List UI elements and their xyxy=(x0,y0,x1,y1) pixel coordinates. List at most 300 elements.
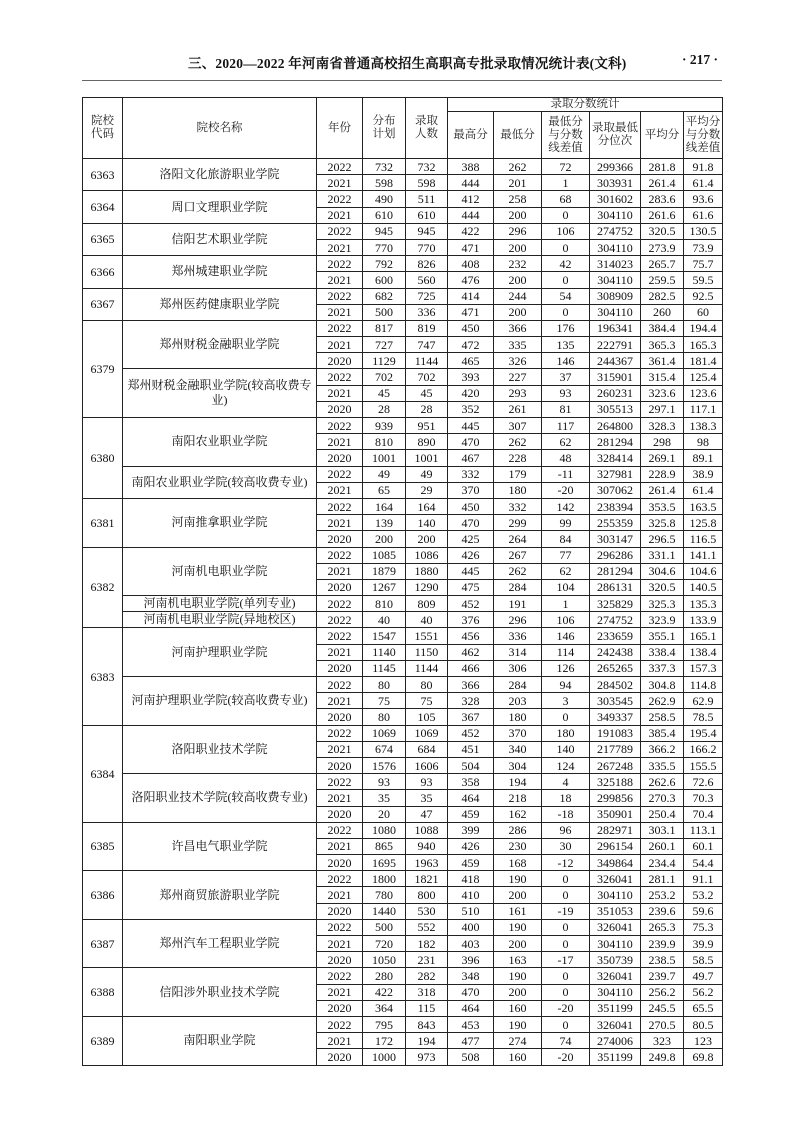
max-score-cell: 451 xyxy=(448,741,494,757)
max-score-cell: 452 xyxy=(448,596,494,612)
avg-diff-cell: 133.9 xyxy=(684,612,723,628)
admitted-cell: 1086 xyxy=(406,547,448,563)
avg-score-cell: 384.4 xyxy=(641,320,684,336)
avg-diff-cell: 75.3 xyxy=(684,919,723,935)
min-score-cell: 228 xyxy=(494,450,542,466)
year-cell: 2022 xyxy=(317,369,363,385)
max-score-cell: 332 xyxy=(448,466,494,482)
min-score-cell: 296 xyxy=(494,223,542,239)
institution-name: 郑州商贸旅游职业学院 xyxy=(123,871,317,920)
year-cell: 2021 xyxy=(317,887,363,903)
avg-diff-cell: 72.6 xyxy=(684,774,723,790)
min-diff-cell: 37 xyxy=(542,369,590,385)
min-diff-cell: 0 xyxy=(542,272,590,288)
min-rank-cell: 282971 xyxy=(590,822,641,838)
min-diff-cell: 0 xyxy=(542,887,590,903)
min-score-cell: 200 xyxy=(494,272,542,288)
plan-cell: 610 xyxy=(363,207,406,223)
min-diff-cell: 93 xyxy=(542,385,590,401)
min-score-cell: 179 xyxy=(494,466,542,482)
avg-score-cell: 259.5 xyxy=(641,272,684,288)
min-rank-cell: 265265 xyxy=(590,660,641,676)
year-cell: 2021 xyxy=(317,515,363,531)
avg-score-cell: 365.3 xyxy=(641,337,684,353)
avg-diff-cell: 59.6 xyxy=(684,903,723,919)
avg-score-cell: 304.6 xyxy=(641,563,684,579)
col-header-year: 年份 xyxy=(317,98,363,159)
plan-cell: 172 xyxy=(363,1033,406,1049)
col-header-min-diff-label: 最低分与分数线差值 xyxy=(548,115,583,154)
year-cell: 2021 xyxy=(317,304,363,320)
min-diff-cell: -19 xyxy=(542,903,590,919)
avg-diff-cell: 70.4 xyxy=(684,806,723,822)
institution-name: 信阳涉外职业技术学院 xyxy=(123,968,317,1017)
min-score-cell: 200 xyxy=(494,984,542,1000)
col-header-code-label: 院校代码 xyxy=(90,115,114,140)
plan-cell: 865 xyxy=(363,838,406,854)
year-cell: 2021 xyxy=(317,385,363,401)
max-score-cell: 412 xyxy=(448,191,494,207)
avg-score-cell: 238.5 xyxy=(641,952,684,968)
col-header-admitted xyxy=(406,98,448,159)
plan-cell: 1547 xyxy=(363,628,406,644)
min-score-cell: 163 xyxy=(494,952,542,968)
col-header-max: 最高分 xyxy=(448,112,494,159)
min-rank-cell: 328414 xyxy=(590,450,641,466)
min-score-cell: 200 xyxy=(494,936,542,952)
min-rank-cell: 238394 xyxy=(590,498,641,514)
avg-score-cell: 260.1 xyxy=(641,838,684,854)
admitted-cell: 843 xyxy=(406,1016,448,1032)
table-row xyxy=(83,677,723,693)
min-rank-cell: 314023 xyxy=(590,256,641,272)
min-rank-cell: 274752 xyxy=(590,223,641,239)
table-row xyxy=(83,466,723,482)
table-row xyxy=(83,596,723,612)
institution-code: 6383 xyxy=(83,628,123,725)
plan-cell: 780 xyxy=(363,887,406,903)
avg-diff-cell: 114.8 xyxy=(684,677,723,693)
institution-code: 6366 xyxy=(83,256,123,288)
avg-score-cell: 297.1 xyxy=(641,401,684,417)
min-rank-cell: 196341 xyxy=(590,320,641,336)
max-score-cell: 403 xyxy=(448,936,494,952)
avg-score-cell: 273.9 xyxy=(641,239,684,255)
plan-cell: 80 xyxy=(363,709,406,725)
plan-cell: 422 xyxy=(363,984,406,1000)
max-score-cell: 470 xyxy=(448,434,494,450)
avg-score-cell: 323.9 xyxy=(641,612,684,628)
avg-score-cell: 270.3 xyxy=(641,790,684,806)
min-diff-cell: 0 xyxy=(542,709,590,725)
admitted-cell: 49 xyxy=(406,466,448,482)
admitted-cell: 182 xyxy=(406,936,448,952)
avg-score-cell: 281.1 xyxy=(641,871,684,887)
plan-cell: 810 xyxy=(363,434,406,450)
avg-diff-cell: 104.6 xyxy=(684,563,723,579)
admitted-cell: 1963 xyxy=(406,855,448,871)
plan-cell: 792 xyxy=(363,256,406,272)
plan-cell: 40 xyxy=(363,612,406,628)
min-diff-cell: 0 xyxy=(542,304,590,320)
year-cell: 2022 xyxy=(317,919,363,935)
admitted-cell: 1088 xyxy=(406,822,448,838)
avg-diff-cell: 93.6 xyxy=(684,191,723,207)
min-rank-cell: 304110 xyxy=(590,207,641,223)
year-cell: 2021 xyxy=(317,337,363,353)
max-score-cell: 510 xyxy=(448,903,494,919)
min-rank-cell: 350739 xyxy=(590,952,641,968)
year-cell: 2022 xyxy=(317,628,363,644)
min-rank-cell: 327981 xyxy=(590,466,641,482)
min-rank-cell: 307062 xyxy=(590,482,641,498)
avg-score-cell: 320.5 xyxy=(641,579,684,595)
min-score-cell: 332 xyxy=(494,498,542,514)
max-score-cell: 467 xyxy=(448,450,494,466)
year-cell: 2021 xyxy=(317,175,363,191)
min-diff-cell: -12 xyxy=(542,855,590,871)
plan-cell: 720 xyxy=(363,936,406,952)
institution-name: 郑州汽车工程职业学院 xyxy=(123,919,317,968)
max-score-cell: 444 xyxy=(448,175,494,191)
admitted-cell: 105 xyxy=(406,709,448,725)
admitted-cell: 552 xyxy=(406,919,448,935)
year-cell: 2021 xyxy=(317,434,363,450)
avg-score-cell: 245.5 xyxy=(641,1000,684,1016)
plan-cell: 93 xyxy=(363,774,406,790)
avg-diff-cell: 62.9 xyxy=(684,693,723,709)
min-rank-cell: 351199 xyxy=(590,1000,641,1016)
min-score-cell: 190 xyxy=(494,871,542,887)
avg-score-cell: 265.3 xyxy=(641,919,684,935)
avg-score-cell: 249.8 xyxy=(641,1049,684,1065)
plan-cell: 674 xyxy=(363,741,406,757)
year-cell: 2022 xyxy=(317,498,363,514)
year-cell: 2022 xyxy=(317,596,363,612)
min-rank-cell: 191083 xyxy=(590,725,641,741)
max-score-cell: 445 xyxy=(448,563,494,579)
year-cell: 2020 xyxy=(317,855,363,871)
max-score-cell: 476 xyxy=(448,272,494,288)
table-row xyxy=(83,418,723,434)
min-rank-cell: 242438 xyxy=(590,644,641,660)
min-score-cell: 190 xyxy=(494,1016,542,1032)
year-cell: 2021 xyxy=(317,790,363,806)
admission-stats-table xyxy=(82,97,723,1066)
min-diff-cell: 48 xyxy=(542,450,590,466)
table-row xyxy=(83,1016,723,1032)
min-rank-cell: 304110 xyxy=(590,936,641,952)
avg-diff-cell: 60 xyxy=(684,304,723,320)
avg-diff-cell: 91.8 xyxy=(684,159,723,175)
avg-diff-cell: 49.7 xyxy=(684,968,723,984)
min-score-cell: 200 xyxy=(494,239,542,255)
avg-diff-cell: 130.5 xyxy=(684,223,723,239)
avg-diff-cell: 38.9 xyxy=(684,466,723,482)
avg-score-cell: 270.5 xyxy=(641,1016,684,1032)
min-diff-cell: -20 xyxy=(542,1049,590,1065)
max-score-cell: 370 xyxy=(448,482,494,498)
institution-name: 河南护理职业学院 xyxy=(123,628,317,677)
min-rank-cell: 301602 xyxy=(590,191,641,207)
max-score-cell: 459 xyxy=(448,855,494,871)
min-diff-cell: 96 xyxy=(542,822,590,838)
min-score-cell: 306 xyxy=(494,660,542,676)
avg-diff-cell: 140.5 xyxy=(684,579,723,595)
min-rank-cell: 351199 xyxy=(590,1049,641,1065)
avg-diff-cell: 113.1 xyxy=(684,822,723,838)
admitted-cell: 684 xyxy=(406,741,448,757)
min-rank-cell: 260231 xyxy=(590,385,641,401)
plan-cell: 1001 xyxy=(363,450,406,466)
admitted-cell: 29 xyxy=(406,482,448,498)
plan-cell: 35 xyxy=(363,790,406,806)
max-score-cell: 456 xyxy=(448,628,494,644)
avg-diff-cell: 123.6 xyxy=(684,385,723,401)
year-cell: 2021 xyxy=(317,936,363,952)
institution-code: 6384 xyxy=(83,725,123,822)
admitted-cell: 194 xyxy=(406,1033,448,1049)
avg-diff-cell: 141.1 xyxy=(684,547,723,563)
year-cell: 2021 xyxy=(317,644,363,660)
institution-code: 6385 xyxy=(83,822,123,871)
header-row-top xyxy=(83,98,723,112)
avg-score-cell: 328.3 xyxy=(641,418,684,434)
min-rank-cell: 267248 xyxy=(590,757,641,773)
min-score-cell: 230 xyxy=(494,838,542,854)
plan-cell: 1576 xyxy=(363,757,406,773)
year-cell: 2020 xyxy=(317,450,363,466)
admitted-cell: 164 xyxy=(406,498,448,514)
min-score-cell: 286 xyxy=(494,822,542,838)
year-cell: 2020 xyxy=(317,531,363,547)
min-rank-cell: 217789 xyxy=(590,741,641,757)
plan-cell: 1129 xyxy=(363,353,406,369)
admitted-cell: 819 xyxy=(406,320,448,336)
avg-score-cell: 320.5 xyxy=(641,223,684,239)
col-header-min-diff xyxy=(542,112,590,159)
min-rank-cell: 299856 xyxy=(590,790,641,806)
admitted-cell: 200 xyxy=(406,531,448,547)
min-score-cell: 200 xyxy=(494,887,542,903)
avg-diff-cell: 56.2 xyxy=(684,984,723,1000)
year-cell: 2021 xyxy=(317,272,363,288)
admitted-cell: 770 xyxy=(406,239,448,255)
avg-diff-cell: 135.3 xyxy=(684,596,723,612)
col-header-admitted-label: 录取人数 xyxy=(414,115,438,140)
admitted-cell: 28 xyxy=(406,401,448,417)
avg-score-cell: 282.5 xyxy=(641,288,684,304)
min-rank-cell: 326041 xyxy=(590,871,641,887)
min-diff-cell: -11 xyxy=(542,466,590,482)
min-diff-cell: 0 xyxy=(542,936,590,952)
min-score-cell: 203 xyxy=(494,693,542,709)
min-rank-cell: 281294 xyxy=(590,563,641,579)
plan-cell: 500 xyxy=(363,919,406,935)
avg-score-cell: 234.4 xyxy=(641,855,684,871)
year-cell: 2021 xyxy=(317,984,363,1000)
min-score-cell: 304 xyxy=(494,757,542,773)
year-cell: 2020 xyxy=(317,1000,363,1016)
year-cell: 2022 xyxy=(317,822,363,838)
year-cell: 2022 xyxy=(317,191,363,207)
institution-name: 郑州城建职业学院 xyxy=(123,256,317,288)
min-rank-cell: 284502 xyxy=(590,677,641,693)
max-score-cell: 472 xyxy=(448,337,494,353)
max-score-cell: 444 xyxy=(448,207,494,223)
plan-cell: 500 xyxy=(363,304,406,320)
min-score-cell: 366 xyxy=(494,320,542,336)
min-score-cell: 227 xyxy=(494,369,542,385)
max-score-cell: 462 xyxy=(448,644,494,660)
min-diff-cell: 94 xyxy=(542,677,590,693)
admitted-cell: 826 xyxy=(406,256,448,272)
admitted-cell: 80 xyxy=(406,677,448,693)
avg-diff-cell: 69.8 xyxy=(684,1049,723,1065)
institution-name: 河南机电职业学院(异地校区) xyxy=(123,612,317,628)
max-score-cell: 410 xyxy=(448,887,494,903)
min-diff-cell: 106 xyxy=(542,612,590,628)
min-score-cell: 267 xyxy=(494,547,542,563)
plan-cell: 20 xyxy=(363,806,406,822)
year-cell: 2022 xyxy=(317,288,363,304)
min-diff-cell: 84 xyxy=(542,531,590,547)
min-diff-cell: 30 xyxy=(542,838,590,854)
institution-name: 河南机电职业学院(单列专业) xyxy=(123,596,317,612)
max-score-cell: 453 xyxy=(448,1016,494,1032)
institution-code: 6388 xyxy=(83,968,123,1017)
plan-cell: 164 xyxy=(363,498,406,514)
year-cell: 2021 xyxy=(317,207,363,223)
admitted-cell: 945 xyxy=(406,223,448,239)
institution-name: 许昌电气职业学院 xyxy=(123,822,317,871)
year-cell: 2020 xyxy=(317,353,363,369)
avg-diff-cell: 166.2 xyxy=(684,741,723,757)
admitted-cell: 1150 xyxy=(406,644,448,660)
avg-diff-cell: 116.5 xyxy=(684,531,723,547)
min-score-cell: 307 xyxy=(494,418,542,434)
min-diff-cell: 62 xyxy=(542,434,590,450)
max-score-cell: 328 xyxy=(448,693,494,709)
table-row xyxy=(83,628,723,644)
plan-cell: 945 xyxy=(363,223,406,239)
min-score-cell: 299 xyxy=(494,515,542,531)
min-diff-cell: 3 xyxy=(542,693,590,709)
institution-code: 6363 xyxy=(83,159,123,191)
plan-cell: 490 xyxy=(363,191,406,207)
max-score-cell: 464 xyxy=(448,1000,494,1016)
admitted-cell: 973 xyxy=(406,1049,448,1065)
max-score-cell: 367 xyxy=(448,709,494,725)
avg-diff-cell: 91.1 xyxy=(684,871,723,887)
min-score-cell: 180 xyxy=(494,482,542,498)
min-rank-cell: 349337 xyxy=(590,709,641,725)
avg-diff-cell: 165.1 xyxy=(684,628,723,644)
min-score-cell: 262 xyxy=(494,434,542,450)
admitted-cell: 45 xyxy=(406,385,448,401)
avg-diff-cell: 117.1 xyxy=(684,401,723,417)
col-header-plan-label: 分布计划 xyxy=(372,115,396,140)
max-score-cell: 426 xyxy=(448,547,494,563)
min-diff-cell: -18 xyxy=(542,806,590,822)
admitted-cell: 1606 xyxy=(406,757,448,773)
min-diff-cell: 114 xyxy=(542,644,590,660)
table-row xyxy=(83,223,723,239)
avg-diff-cell: 78.5 xyxy=(684,709,723,725)
min-score-cell: 274 xyxy=(494,1033,542,1049)
avg-diff-cell: 80.5 xyxy=(684,1016,723,1032)
institution-code: 6382 xyxy=(83,547,123,628)
min-score-cell: 244 xyxy=(494,288,542,304)
year-cell: 2022 xyxy=(317,1016,363,1032)
min-diff-cell: 135 xyxy=(542,337,590,353)
year-cell: 2022 xyxy=(317,774,363,790)
table-row xyxy=(83,919,723,935)
max-score-cell: 418 xyxy=(448,871,494,887)
avg-score-cell: 325.3 xyxy=(641,596,684,612)
min-rank-cell: 308909 xyxy=(590,288,641,304)
table-header xyxy=(83,98,723,159)
plan-cell: 45 xyxy=(363,385,406,401)
year-cell: 2020 xyxy=(317,579,363,595)
max-score-cell: 475 xyxy=(448,579,494,595)
min-diff-cell: 117 xyxy=(542,418,590,434)
table-row xyxy=(83,968,723,984)
avg-diff-cell: 123 xyxy=(684,1033,723,1049)
avg-score-cell: 262.9 xyxy=(641,693,684,709)
min-diff-cell: 54 xyxy=(542,288,590,304)
min-diff-cell: 42 xyxy=(542,256,590,272)
header-rule xyxy=(82,80,722,81)
plan-cell: 795 xyxy=(363,1016,406,1032)
plan-cell: 727 xyxy=(363,337,406,353)
admitted-cell: 940 xyxy=(406,838,448,854)
max-score-cell: 459 xyxy=(448,806,494,822)
min-diff-cell: 106 xyxy=(542,223,590,239)
min-diff-cell: 77 xyxy=(542,547,590,563)
min-rank-cell: 281294 xyxy=(590,434,641,450)
admitted-cell: 1880 xyxy=(406,563,448,579)
plan-cell: 65 xyxy=(363,482,406,498)
avg-diff-cell: 61.4 xyxy=(684,482,723,498)
avg-score-cell: 283.6 xyxy=(641,191,684,207)
avg-diff-cell: 61.6 xyxy=(684,207,723,223)
max-score-cell: 504 xyxy=(448,757,494,773)
min-score-cell: 264 xyxy=(494,531,542,547)
admitted-cell: 1001 xyxy=(406,450,448,466)
plan-cell: 1695 xyxy=(363,855,406,871)
avg-score-cell: 239.7 xyxy=(641,968,684,984)
year-cell: 2022 xyxy=(317,871,363,887)
table-row xyxy=(83,320,723,336)
table-row xyxy=(83,547,723,563)
institution-name: 洛阳文化旅游职业学院 xyxy=(123,159,317,191)
institution-code: 6389 xyxy=(83,1016,123,1065)
max-score-cell: 470 xyxy=(448,984,494,1000)
admitted-cell: 93 xyxy=(406,774,448,790)
avg-score-cell: 304.8 xyxy=(641,677,684,693)
year-cell: 2022 xyxy=(317,418,363,434)
max-score-cell: 470 xyxy=(448,515,494,531)
min-rank-cell: 233659 xyxy=(590,628,641,644)
table-row xyxy=(83,612,723,628)
admitted-cell: 115 xyxy=(406,1000,448,1016)
plan-cell: 1267 xyxy=(363,579,406,595)
year-cell: 2022 xyxy=(317,159,363,175)
min-diff-cell: 0 xyxy=(542,871,590,887)
running-header xyxy=(82,52,722,72)
min-rank-cell: 351053 xyxy=(590,903,641,919)
